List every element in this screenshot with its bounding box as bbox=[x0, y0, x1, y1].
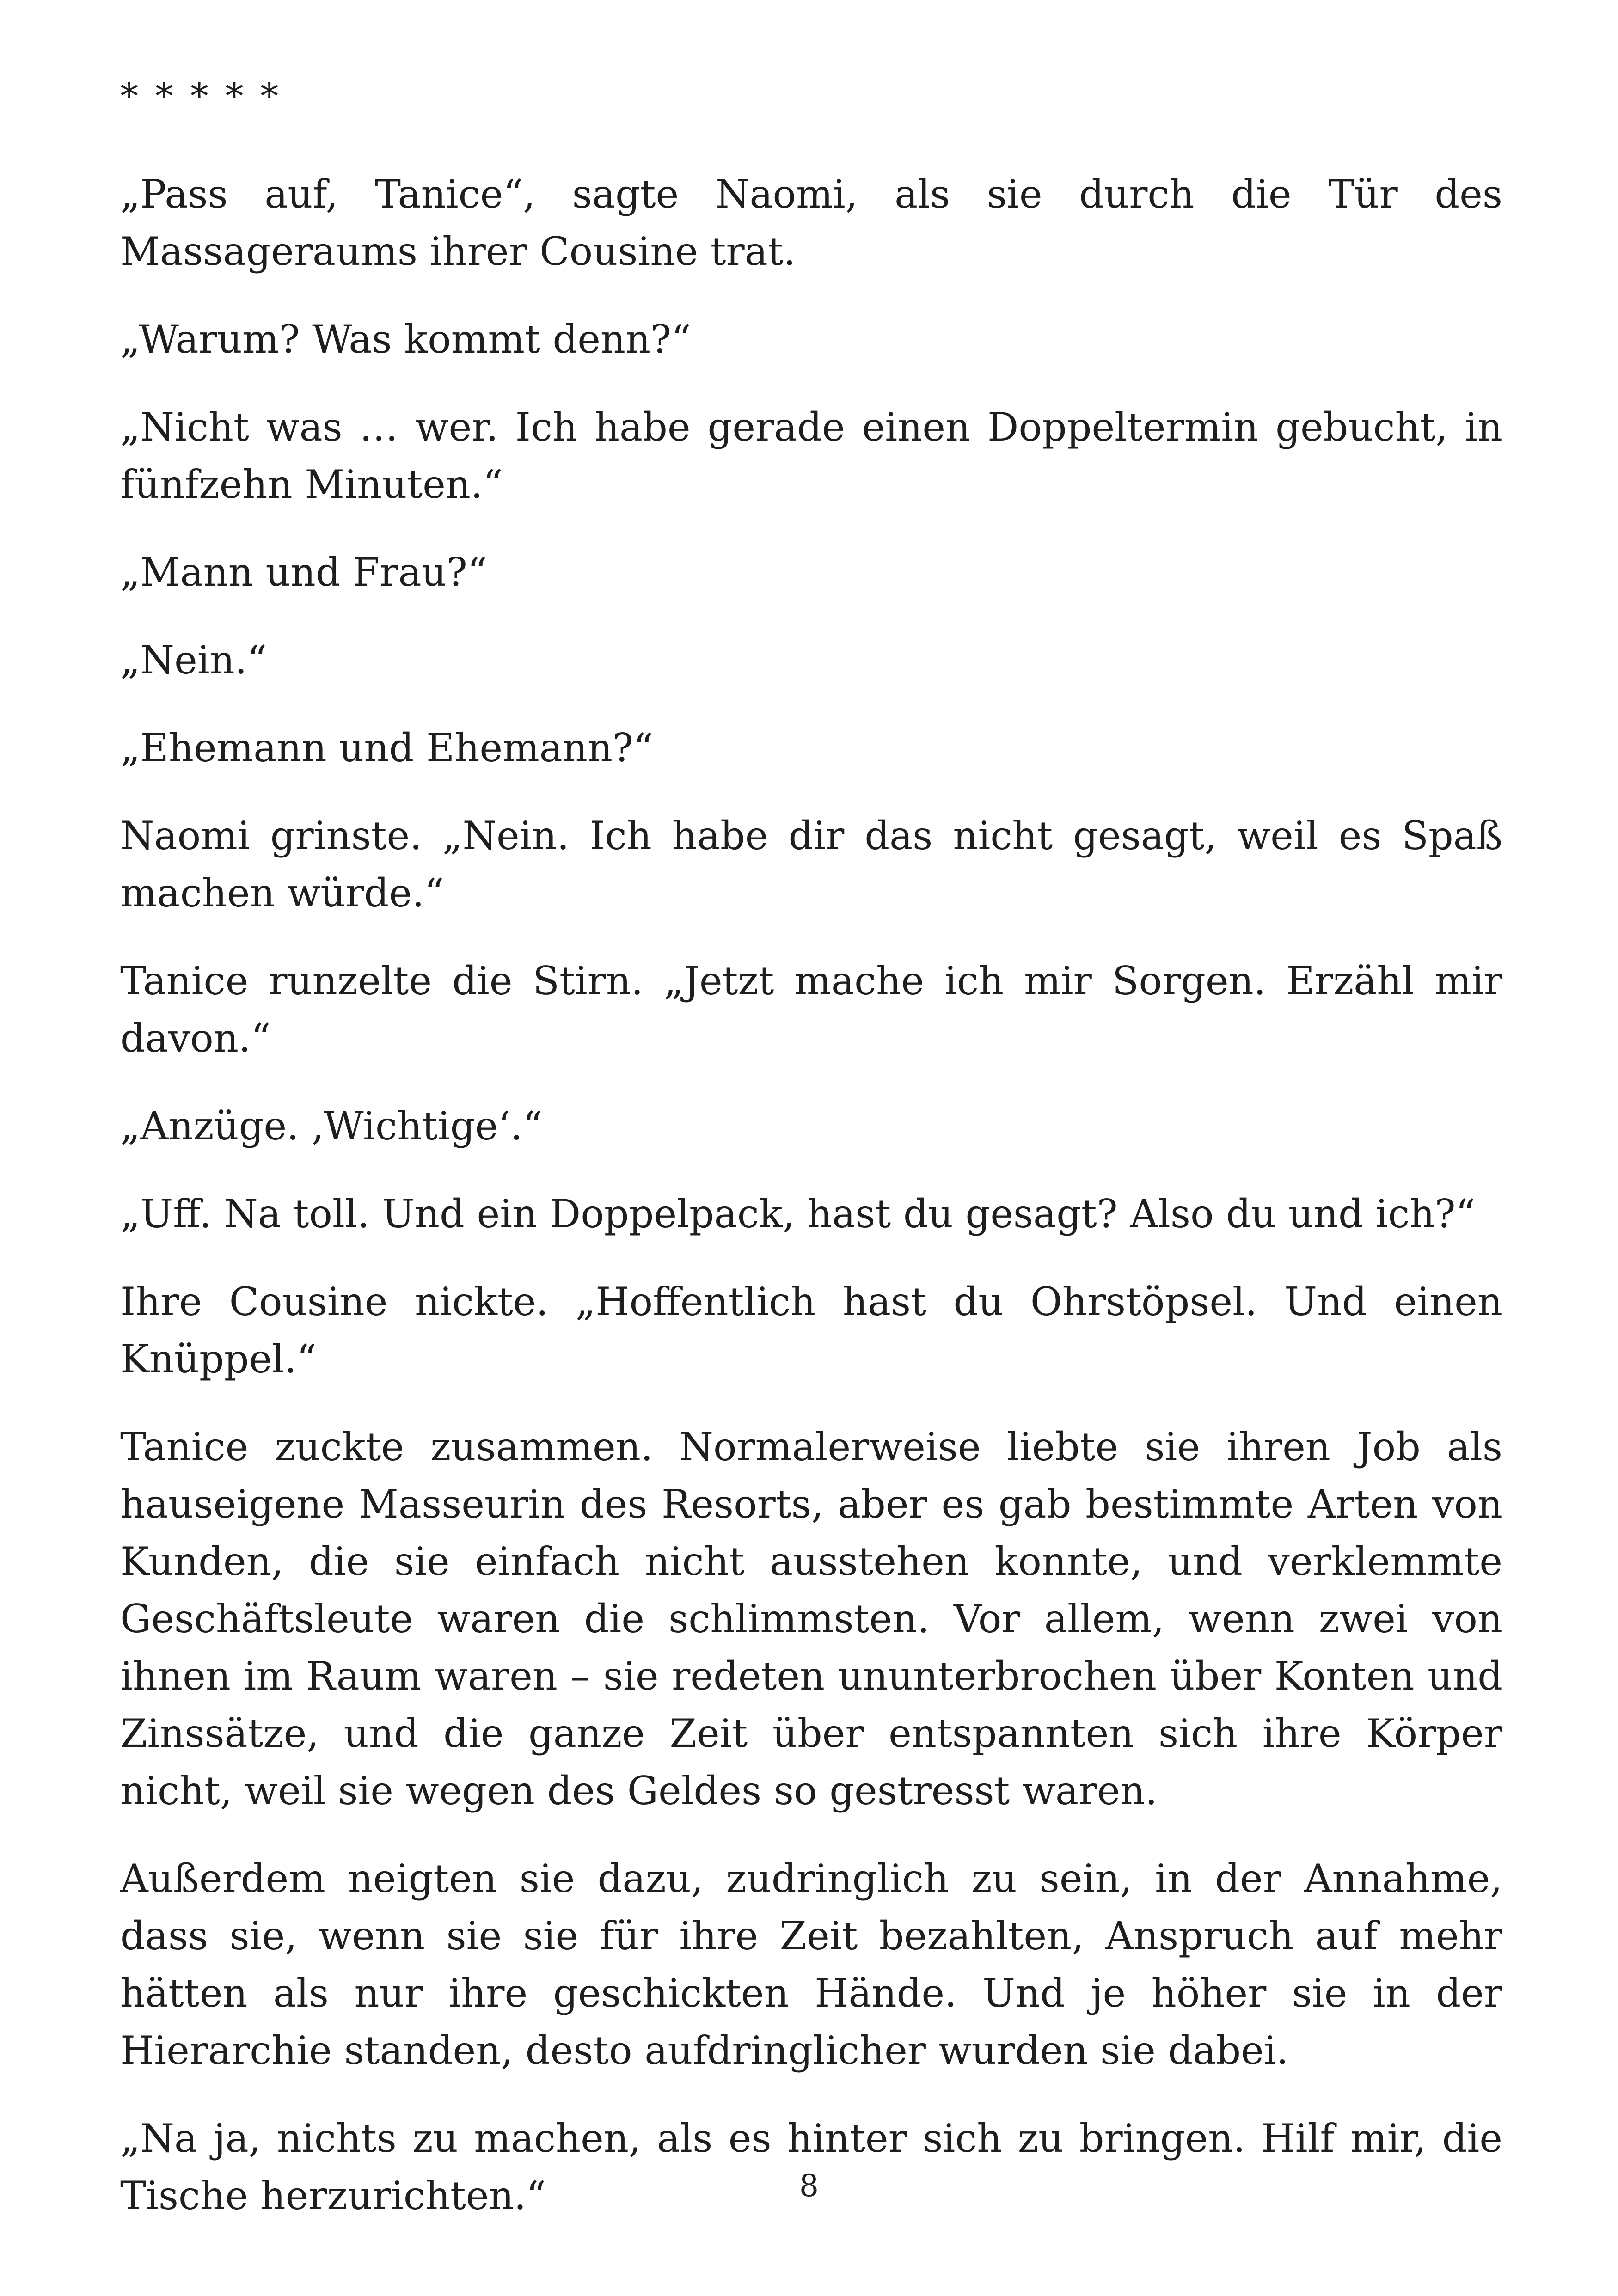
paragraph: Ihre Cousine nickte. „Hoffentlich hast du Ohrstöpsel. Und einen Knüppel.“ bbox=[120, 1279, 1502, 1382]
page-body bbox=[120, 69, 1502, 2255]
paragraph: „Uff. Na toll. Und ein Doppelpack, hast du gesagt? Also du und ich?“ bbox=[120, 1191, 1476, 1237]
paragraph: „Pass auf, Tanice“, sagte Naomi, als sie durch die Tür des Massageraums ihrer Cousine trat. bbox=[120, 171, 1502, 274]
paragraph: „Warum? Was kommt denn?“ bbox=[120, 317, 692, 362]
scene-separator: * * * * * bbox=[120, 76, 282, 117]
paragraph: Außerdem neigten sie dazu, zudringlich zu sein, in der Annahme, dass sie, wenn sie sie für ihre Zeit bezahlten, Anspruch auf mehr hätten als nur ihre geschickten Hände. Und je höher sie in der Hierarchie standen, desto aufdringlicher wurden sie dabei. bbox=[120, 1856, 1502, 2073]
paragraph: „Nicht was … wer. Ich habe gerade einen Doppeltermin gebucht, in fünfzehn Minuten.“ bbox=[120, 404, 1502, 507]
paragraph: „Nein.“ bbox=[120, 637, 267, 683]
paragraph: Tanice runzelte die Stirn. „Jetzt mache ich mir Sorgen. Erzähl mir davon.“ bbox=[120, 958, 1502, 1061]
paragraph: Tanice zuckte zusammen. Normalerweise liebte sie ihren Job als hauseigene Masseurin des Resorts, aber es gab bestimmte Arten von Kunden, die sie einfach nicht ausstehen konnte, und verklemmte Geschäftsleute waren die schlimmsten. Vor allem, wenn zwei von ihnen im Raum waren – sie redeten ununterbrochen über Konten und Zinssätze, und die ganze Zeit über entspannten sich ihre Körper nicht, weil sie wegen des Geldes so gestresst waren. bbox=[120, 1424, 1502, 1813]
paragraph: „Na ja, nichts zu machen, als es hinter sich zu bringen. Hilf mir, die Tische herzurichten.“ bbox=[120, 2116, 1502, 2218]
paragraph: „Mann und Frau?“ bbox=[120, 550, 487, 595]
paragraph: „Ehemann und Ehemann?“ bbox=[120, 725, 653, 771]
paragraph: „Anzüge. ‚Wichtige‘.“ bbox=[120, 1103, 543, 1149]
page-number: 8 bbox=[799, 2168, 819, 2204]
paragraph: Naomi grinste. „Nein. Ich habe dir das nicht gesagt, weil es Spaß machen würde.“ bbox=[120, 813, 1502, 916]
